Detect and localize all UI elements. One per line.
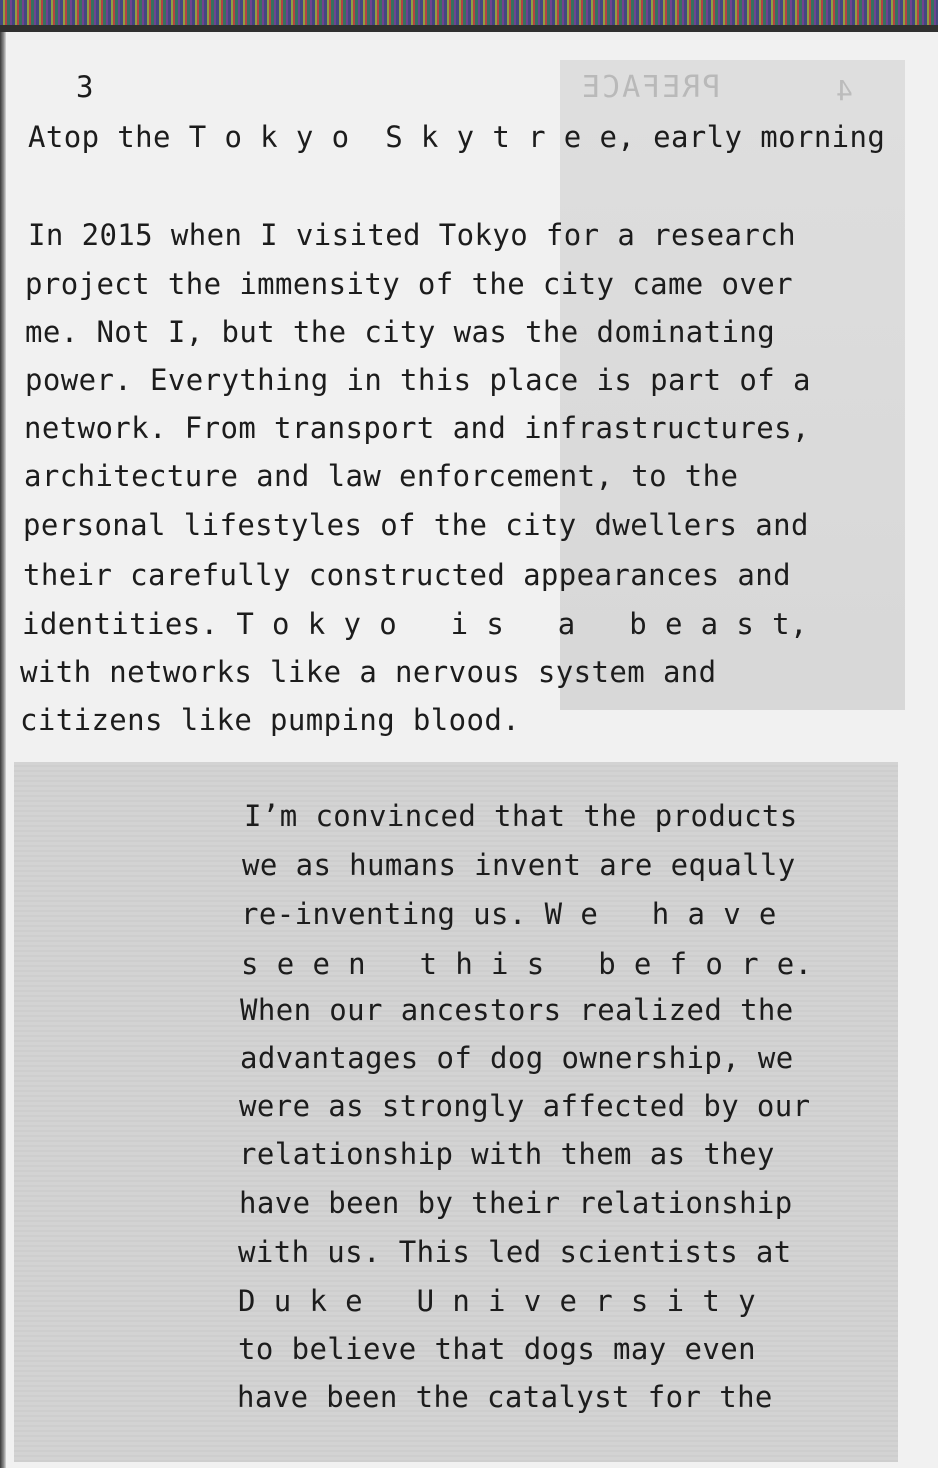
paragraph-1-line: personal lifestyles of the city dwellers and bbox=[23, 508, 809, 542]
bleed-through-page-number: 4 bbox=[836, 74, 853, 107]
section-heading: Atop the T o k y o S k y t r e e, early morning bbox=[28, 120, 886, 154]
paragraph-1-line: architecture and law enforcement, to the bbox=[24, 459, 739, 493]
paragraph-2-line: advantages of dog ownership, we bbox=[240, 1041, 794, 1075]
paragraph-2-line: When our ancestors realized the bbox=[240, 993, 794, 1027]
paragraph-1-line: with networks like a nervous system and bbox=[20, 655, 717, 689]
paragraph-1-line: their carefully constructed appearances and bbox=[23, 558, 791, 592]
paragraph-2-line: to believe that dogs may even bbox=[238, 1332, 756, 1366]
paragraph-2-line: we as humans invent are equally bbox=[242, 848, 796, 882]
bleed-through-heading: PREFACE bbox=[580, 70, 721, 105]
paragraph-2-line: s e e n t h i s b e f o r e. bbox=[241, 947, 813, 981]
paragraph-1-line: identities. T o k y o i s a b e a s t, bbox=[22, 607, 808, 641]
paragraph-2-line: have been the catalyst for the bbox=[237, 1380, 773, 1414]
paragraph-2-line: D u k e U n i v e r s i t y bbox=[238, 1284, 756, 1318]
paragraph-1-line: citizens like pumping blood. bbox=[20, 703, 521, 737]
paragraph-1-line: power. Everything in this place is part of a bbox=[25, 363, 811, 397]
page-number: 3 bbox=[76, 70, 94, 104]
paragraph-1-line: network. From transport and infrastructures, bbox=[24, 411, 810, 445]
paragraph-2-line: with us. This led scientists at bbox=[238, 1235, 792, 1269]
paragraph-2-line: re-inventing us. W e h a v e bbox=[241, 897, 777, 931]
paragraph-2-line: relationship with them as they bbox=[239, 1137, 775, 1171]
paragraph-2-line: have been by their relationship bbox=[239, 1186, 793, 1220]
paragraph-1-line: In 2015 when I visited Tokyo for a research bbox=[28, 218, 796, 252]
paragraph-1-line: me. Not I, but the city was the dominating bbox=[25, 315, 776, 349]
paragraph-1-line: project the immensity of the city came over bbox=[25, 267, 793, 301]
scan-color-strip bbox=[0, 0, 938, 32]
paragraph-2-line: were as strongly affected by our bbox=[239, 1089, 811, 1123]
paragraph-2-line: I’m convinced that the products bbox=[244, 799, 798, 833]
page-binding-edge bbox=[0, 32, 6, 1468]
